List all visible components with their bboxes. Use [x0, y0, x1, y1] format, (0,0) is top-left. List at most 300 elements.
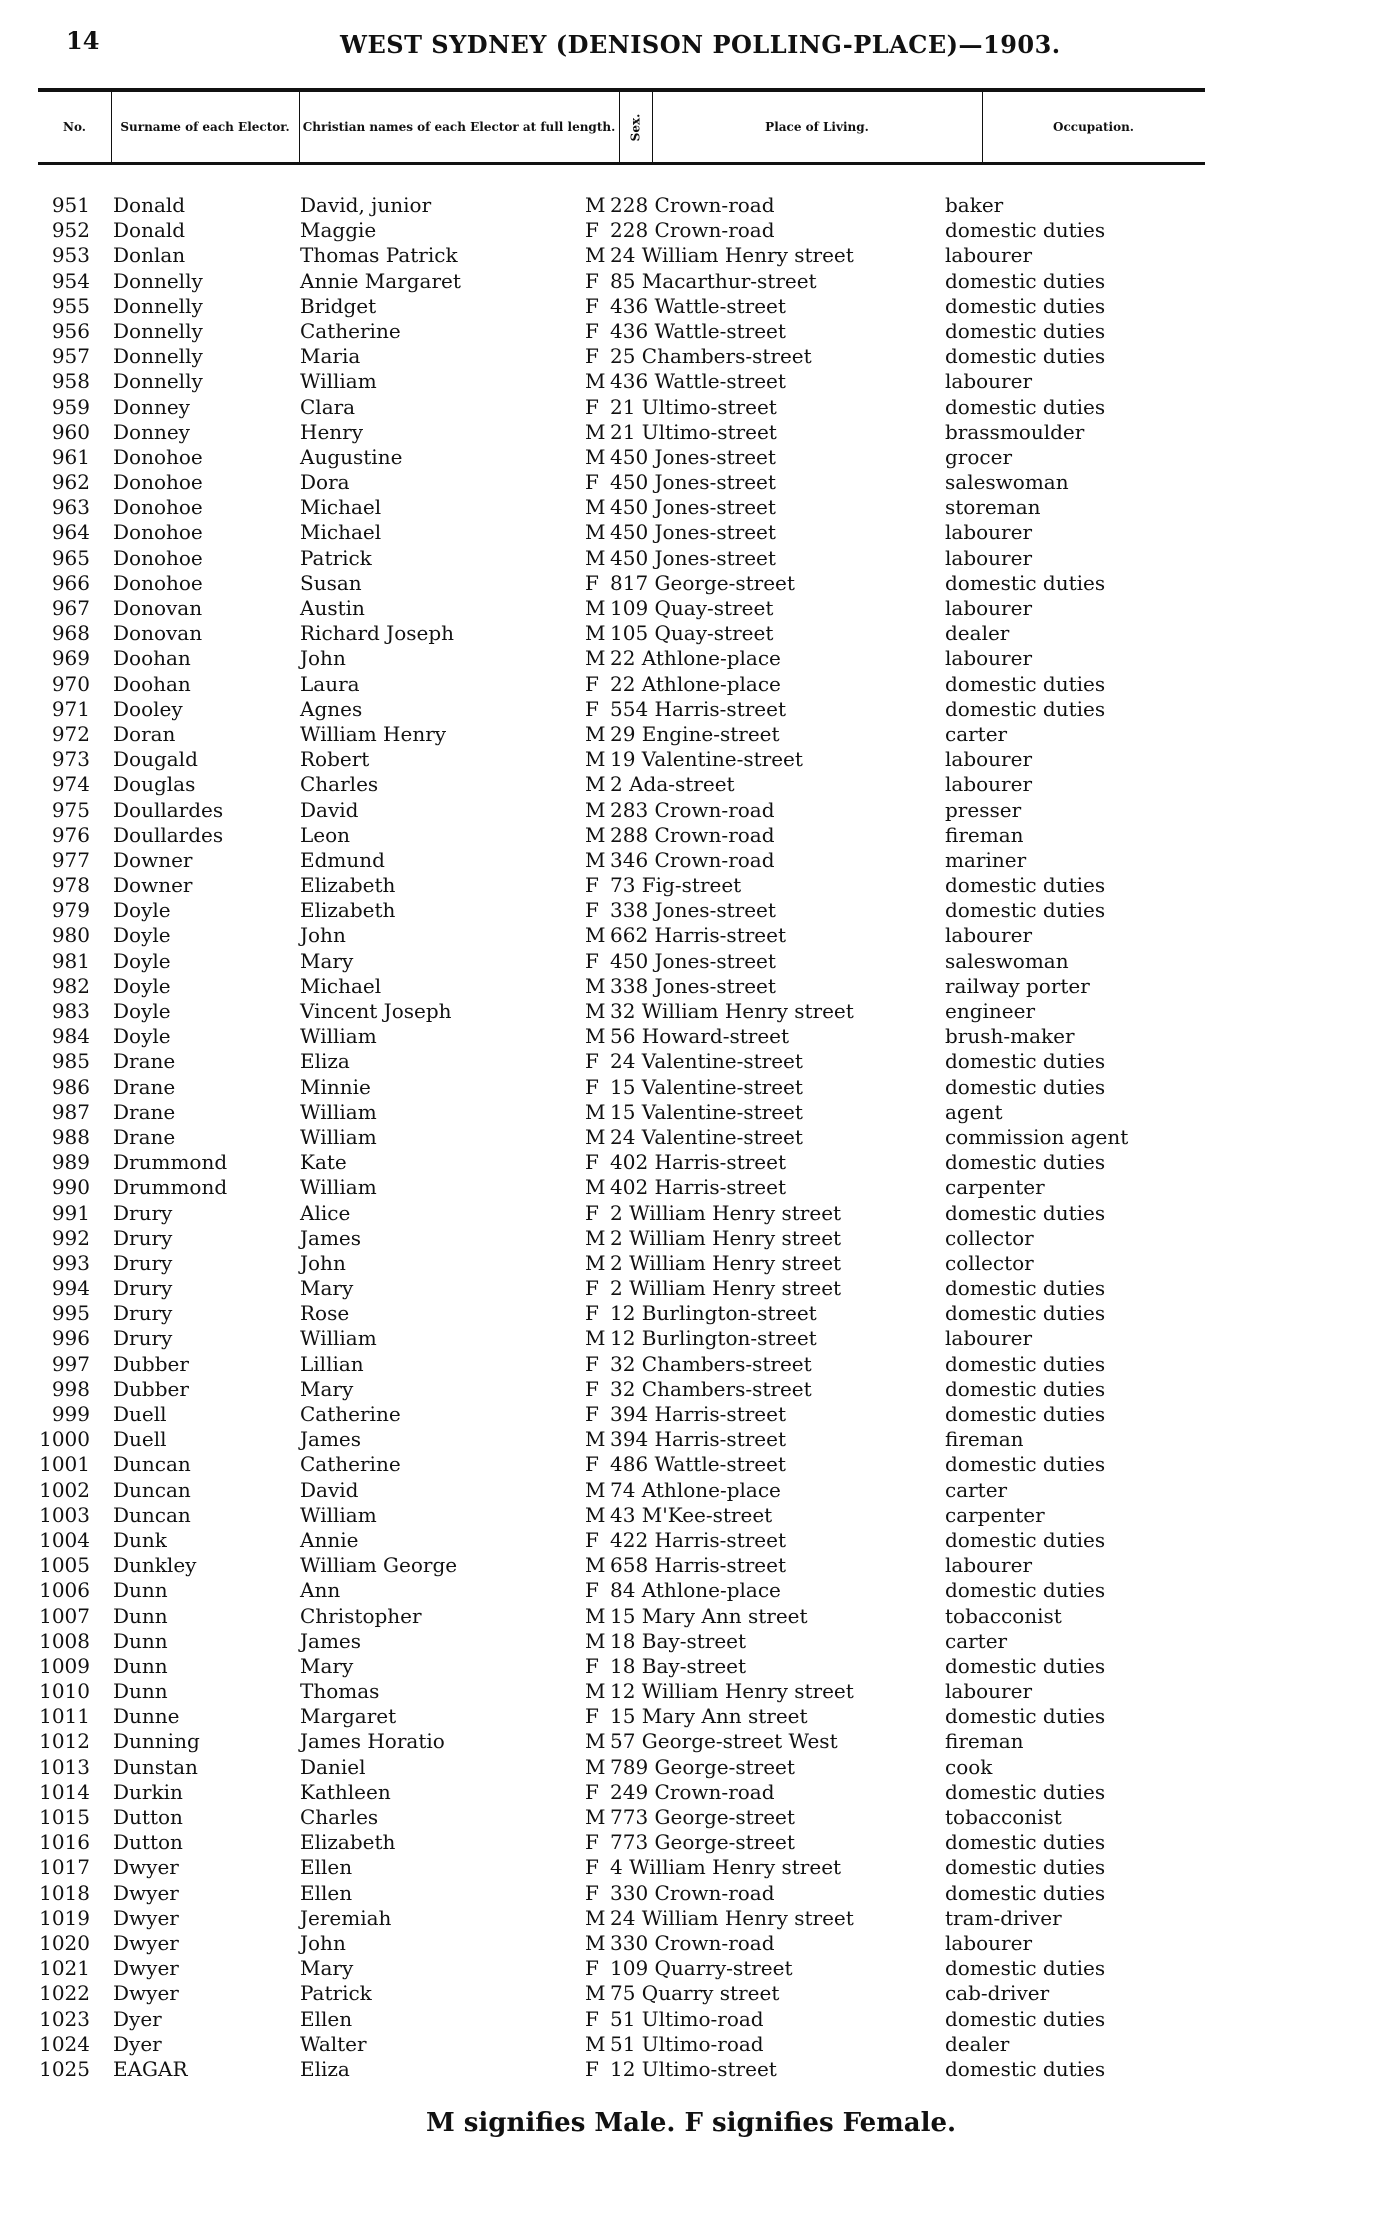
- elector-christian-names: Annie: [300, 1527, 359, 1552]
- elector-surname: Drummond: [113, 1150, 228, 1175]
- elector-occupation: domestic duties: [945, 1779, 1106, 1804]
- elector-surname: Doyle: [113, 999, 171, 1023]
- elector-sex: F: [585, 2056, 599, 2081]
- elector-sex: F: [585, 1376, 599, 1401]
- elector-place-of-living: 450 Jones-street: [610, 444, 776, 469]
- elector-number: 978: [51, 873, 90, 898]
- elector-christian-names: Eliza: [300, 1049, 350, 1074]
- elector-sex: F: [585, 1200, 599, 1225]
- elector-occupation: domestic duties: [945, 696, 1106, 721]
- elector-sex: F: [585, 1074, 599, 1099]
- column-header-sex: Sex.: [619, 92, 653, 162]
- elector-number: 1011: [39, 1704, 90, 1729]
- elector-place-of-living: 2 William Henry street: [610, 1276, 842, 1301]
- elector-place-of-living: 19 Valentine-street: [610, 747, 803, 772]
- elector-christian-names: James: [300, 1628, 362, 1653]
- table-row: [0, 2007, 1382, 2032]
- elector-sex: F: [585, 1578, 599, 1603]
- elector-sex: F: [585, 344, 599, 369]
- elector-surname: Doyle: [113, 948, 171, 973]
- table-row: [0, 395, 1382, 420]
- elector-number: 989: [51, 1150, 90, 1175]
- elector-occupation: domestic duties: [945, 1150, 1106, 1175]
- elector-number: 997: [51, 1351, 90, 1376]
- elector-christian-names: Mary: [300, 1653, 354, 1678]
- elector-number: 1024: [39, 2031, 90, 2056]
- elector-occupation: tram-driver: [945, 1905, 1062, 1930]
- column-header-occupation: Occupation.: [1053, 119, 1134, 134]
- elector-surname: Dunn: [113, 1679, 168, 1704]
- elector-place-of-living: 12 Ultimo-street: [610, 2056, 777, 2081]
- elector-number: 977: [51, 847, 90, 872]
- table-row: [0, 470, 1382, 495]
- elector-place-of-living: 346 Crown-road: [610, 847, 775, 872]
- elector-surname: Drury: [113, 1301, 173, 1326]
- elector-number: 986: [51, 1074, 90, 1099]
- elector-christian-names: James: [300, 1427, 362, 1452]
- elector-surname: Dwyer: [113, 1956, 179, 1981]
- elector-number: 962: [51, 470, 90, 495]
- elector-place-of-living: 658 Harris-street: [610, 1553, 787, 1578]
- elector-number: 1010: [39, 1679, 90, 1704]
- elector-christian-names: Patrick: [300, 1981, 372, 2006]
- elector-occupation: collector: [945, 1250, 1034, 1275]
- elector-occupation: baker: [945, 193, 1004, 217]
- elector-sex: F: [585, 1049, 599, 1074]
- elector-surname: Doohan: [113, 646, 191, 671]
- elector-sex: F: [585, 470, 599, 495]
- elector-number: 992: [51, 1225, 90, 1250]
- elector-place-of-living: 12 Burlington-street: [610, 1301, 817, 1326]
- elector-occupation: domestic duties: [945, 570, 1106, 595]
- elector-place-of-living: 394 Harris-street: [610, 1402, 787, 1426]
- table-row: [0, 823, 1382, 848]
- elector-sex: M: [585, 747, 606, 772]
- elector-number: 994: [51, 1276, 90, 1301]
- table-row: [0, 1855, 1382, 1880]
- elector-christian-names: Kate: [300, 1150, 347, 1175]
- elector-number: 1001: [39, 1452, 90, 1477]
- elector-place-of-living: 15 Valentine-street: [610, 1099, 803, 1124]
- elector-surname: Drury: [113, 1200, 173, 1225]
- elector-surname: Dwyer: [113, 1905, 179, 1930]
- elector-occupation: domestic duties: [945, 1200, 1106, 1225]
- elector-sex: F: [585, 948, 599, 973]
- column-header-place-of-living: Place of Living.: [652, 92, 983, 162]
- elector-place-of-living: 75 Quarry street: [610, 1981, 780, 2006]
- elector-number: 990: [51, 1175, 90, 1200]
- elector-christian-names: Charles: [300, 772, 379, 797]
- elector-place-of-living: 29 Engine-street: [610, 721, 780, 746]
- elector-christian-names: John: [300, 646, 346, 671]
- elector-place-of-living: 12 William Henry street: [610, 1679, 854, 1704]
- elector-number: 961: [51, 444, 90, 469]
- table-row: [0, 949, 1382, 974]
- elector-place-of-living: 15 Mary Ann street: [610, 1704, 808, 1729]
- elector-occupation: domestic duties: [945, 2006, 1106, 2031]
- elector-christian-names: Charles: [300, 1805, 379, 1829]
- table-row: [0, 1075, 1382, 1100]
- elector-number: 971: [51, 696, 90, 721]
- table-row: [0, 697, 1382, 722]
- elector-place-of-living: 283 Crown-road: [610, 797, 775, 822]
- elector-sex: F: [585, 570, 599, 595]
- elector-occupation: domestic duties: [945, 318, 1106, 343]
- elector-occupation: domestic duties: [945, 1074, 1106, 1099]
- elector-occupation: domestic duties: [945, 1527, 1106, 1552]
- elector-sex: M: [585, 1805, 606, 1829]
- elector-sex: M: [585, 1628, 606, 1653]
- elector-sex: F: [585, 394, 599, 419]
- elector-occupation: domestic duties: [945, 394, 1106, 419]
- elector-christian-names: Alice: [300, 1200, 351, 1225]
- table-row: [0, 193, 1382, 218]
- elector-sex: F: [585, 898, 599, 923]
- elector-surname: Dunne: [113, 1704, 180, 1729]
- elector-christian-names: Dora: [300, 470, 350, 495]
- elector-occupation: labourer: [945, 923, 1033, 948]
- elector-place-of-living: 24 William Henry street: [610, 1905, 854, 1930]
- elector-surname: Donovan: [113, 621, 203, 646]
- elector-number: 981: [51, 948, 90, 973]
- table-row: [0, 1528, 1382, 1553]
- elector-christian-names: Clara: [300, 394, 356, 419]
- elector-occupation: domestic duties: [945, 1351, 1106, 1376]
- elector-number: 1009: [39, 1653, 90, 1678]
- elector-place-of-living: 338 Jones-street: [610, 898, 776, 923]
- elector-sex: F: [585, 293, 599, 318]
- elector-occupation: domestic duties: [945, 1452, 1106, 1477]
- elector-occupation: labourer: [945, 520, 1033, 545]
- elector-occupation: labourer: [945, 596, 1033, 620]
- elector-number: 1002: [39, 1477, 90, 1502]
- elector-occupation: dealer: [945, 2031, 1010, 2056]
- elector-place-of-living: 43 M'Kee-street: [610, 1502, 773, 1527]
- elector-surname: Dooley: [113, 696, 183, 721]
- elector-place-of-living: 22 Athlone-place: [610, 671, 781, 696]
- elector-place-of-living: 15 Valentine-street: [610, 1074, 803, 1099]
- elector-occupation: domestic duties: [945, 1880, 1106, 1905]
- page-number: 14: [66, 26, 100, 55]
- elector-occupation: domestic duties: [945, 218, 1106, 243]
- elector-christian-names: Lillian: [300, 1351, 364, 1376]
- elector-sex: M: [585, 419, 606, 444]
- table-row: [0, 1427, 1382, 1452]
- elector-surname: Dunning: [113, 1729, 200, 1754]
- elector-sex: M: [585, 721, 606, 746]
- elector-christian-names: Jeremiah: [300, 1905, 392, 1930]
- table-row: [0, 1276, 1382, 1301]
- elector-surname: Dubber: [113, 1376, 189, 1401]
- elector-surname: Dunn: [113, 1578, 168, 1603]
- elector-christian-names: Susan: [300, 570, 362, 595]
- elector-number: 999: [51, 1402, 90, 1426]
- table-row: [0, 772, 1382, 797]
- elector-surname: Drane: [113, 1049, 176, 1074]
- elector-number: 969: [51, 646, 90, 671]
- elector-place-of-living: 330 Crown-road: [610, 1880, 775, 1905]
- elector-number: 993: [51, 1250, 90, 1275]
- elector-sex: M: [585, 495, 606, 520]
- table-row: [0, 1553, 1382, 1578]
- elector-number: 1014: [39, 1779, 90, 1804]
- elector-christian-names: Mary: [300, 948, 354, 973]
- elector-christian-names: Catherine: [300, 1452, 401, 1477]
- elector-number: 964: [51, 520, 90, 545]
- elector-place-of-living: 330 Crown-road: [610, 1930, 775, 1955]
- elector-surname: Duell: [113, 1402, 167, 1426]
- elector-place-of-living: 450 Jones-street: [610, 495, 776, 520]
- elector-sex: F: [585, 1830, 599, 1855]
- elector-place-of-living: 228 Crown-road: [610, 193, 775, 217]
- elector-sex: F: [585, 1402, 599, 1426]
- elector-place-of-living: 436 Wattle-street: [610, 293, 786, 318]
- elector-number: 952: [51, 218, 90, 243]
- elector-number: 1022: [39, 1981, 90, 2006]
- elector-christian-names: Laura: [300, 671, 360, 696]
- elector-occupation: domestic duties: [945, 2056, 1106, 2081]
- elector-number: 982: [51, 973, 90, 998]
- elector-surname: Dyer: [113, 2031, 162, 2056]
- elector-number: 951: [51, 193, 90, 217]
- elector-surname: Dunkley: [113, 1553, 197, 1578]
- elector-occupation: cab-driver: [945, 1981, 1050, 2006]
- column-header-no: No.: [38, 92, 112, 162]
- elector-number: 1008: [39, 1628, 90, 1653]
- elector-surname: Donohoe: [113, 470, 203, 495]
- elector-christian-names: David: [300, 797, 359, 822]
- elector-number: 974: [51, 772, 90, 797]
- elector-number: 1013: [39, 1754, 90, 1779]
- elector-sex: M: [585, 1326, 606, 1351]
- elector-number: 1025: [39, 2056, 90, 2081]
- table-row: [0, 243, 1382, 268]
- elector-occupation: domestic duties: [945, 1653, 1106, 1678]
- table-row: [0, 1301, 1382, 1326]
- elector-number: 987: [51, 1099, 90, 1124]
- elector-surname: Dwyer: [113, 1930, 179, 1955]
- elector-sex: M: [585, 1250, 606, 1275]
- elector-sex: M: [585, 243, 606, 268]
- elector-surname: Drury: [113, 1276, 173, 1301]
- elector-surname: Douglas: [113, 772, 196, 797]
- elector-occupation: domestic duties: [945, 1402, 1106, 1426]
- elector-number: 988: [51, 1124, 90, 1149]
- elector-place-of-living: 662 Harris-street: [610, 923, 787, 948]
- elector-occupation: domestic duties: [945, 898, 1106, 923]
- table-row: [0, 672, 1382, 697]
- elector-surname: Drury: [113, 1225, 173, 1250]
- elector-christian-names: William: [300, 1175, 377, 1200]
- elector-occupation: domestic duties: [945, 1376, 1106, 1401]
- elector-place-of-living: 24 Valentine-street: [610, 1049, 803, 1074]
- elector-number: 958: [51, 369, 90, 394]
- elector-christian-names: Vincent Joseph: [300, 999, 452, 1023]
- elector-christian-names: Walter: [300, 2031, 367, 2056]
- elector-sex: M: [585, 369, 606, 394]
- elector-number: 953: [51, 243, 90, 268]
- elector-christian-names: John: [300, 1250, 346, 1275]
- elector-place-of-living: 24 Valentine-street: [610, 1124, 803, 1149]
- elector-surname: Drury: [113, 1326, 173, 1351]
- elector-number: 955: [51, 293, 90, 318]
- table-row: [0, 1503, 1382, 1528]
- elector-occupation: domestic duties: [945, 1830, 1106, 1855]
- elector-surname: Donney: [113, 419, 190, 444]
- elector-christian-names: Ellen: [300, 1880, 353, 1905]
- elector-place-of-living: 21 Ultimo-street: [610, 394, 777, 419]
- elector-christian-names: Ellen: [300, 1855, 353, 1880]
- elector-christian-names: Thomas Patrick: [300, 243, 458, 268]
- elector-place-of-living: 57 George-street West: [610, 1729, 838, 1754]
- elector-number: 1012: [39, 1729, 90, 1754]
- table-row: [0, 1931, 1382, 1956]
- elector-christian-names: Richard Joseph: [300, 621, 455, 646]
- table-row: [0, 1352, 1382, 1377]
- elector-surname: Duncan: [113, 1452, 191, 1477]
- table-row: [0, 2032, 1382, 2057]
- elector-christian-names: Margaret: [300, 1704, 397, 1729]
- table-row: [0, 1906, 1382, 1931]
- elector-list: [0, 193, 1382, 2082]
- elector-christian-names: Minnie: [300, 1074, 371, 1099]
- table-row: [0, 722, 1382, 747]
- elector-sex: F: [585, 1956, 599, 1981]
- elector-number: 963: [51, 495, 90, 520]
- elector-place-of-living: 450 Jones-street: [610, 520, 776, 545]
- elector-occupation: domestic duties: [945, 1704, 1106, 1729]
- elector-sex: M: [585, 1729, 606, 1754]
- elector-surname: Donnelly: [113, 369, 203, 394]
- elector-christian-names: William George: [300, 1553, 458, 1578]
- elector-christian-names: William Henry: [300, 721, 447, 746]
- table-row: [0, 1604, 1382, 1629]
- elector-christian-names: Eliza: [300, 2056, 350, 2081]
- table-row: [0, 218, 1382, 243]
- elector-place-of-living: 394 Harris-street: [610, 1427, 787, 1452]
- elector-number: 975: [51, 797, 90, 822]
- elector-number: 960: [51, 419, 90, 444]
- elector-sex: F: [585, 1452, 599, 1477]
- table-row: [0, 798, 1382, 823]
- elector-surname: Doyle: [113, 1024, 171, 1049]
- elector-surname: Doyle: [113, 973, 171, 998]
- elector-christian-names: Patrick: [300, 545, 372, 570]
- elector-surname: Dwyer: [113, 1855, 179, 1880]
- elector-place-of-living: 2 William Henry street: [610, 1200, 842, 1225]
- elector-place-of-living: 18 Bay-street: [610, 1653, 747, 1678]
- elector-number: 1018: [39, 1880, 90, 1905]
- elector-sex: M: [585, 1099, 606, 1124]
- elector-occupation: domestic duties: [945, 1049, 1106, 1074]
- elector-sex: F: [585, 1527, 599, 1552]
- elector-christian-names: Ann: [300, 1578, 341, 1603]
- elector-sex: F: [585, 1704, 599, 1729]
- elector-place-of-living: 12 Burlington-street: [610, 1326, 817, 1351]
- table-row: [0, 2057, 1382, 2082]
- elector-christian-names: Henry: [300, 419, 364, 444]
- elector-place-of-living: 288 Crown-road: [610, 822, 775, 847]
- elector-occupation: domestic duties: [945, 671, 1106, 696]
- column-header-surname: Surname of each Elector.: [111, 92, 300, 162]
- table-row: [0, 646, 1382, 671]
- elector-surname: Donney: [113, 394, 190, 419]
- elector-sex: M: [585, 973, 606, 998]
- elector-christian-names: William: [300, 1326, 377, 1351]
- elector-number: 1015: [39, 1805, 90, 1829]
- elector-occupation: domestic duties: [945, 1276, 1106, 1301]
- table-row: [0, 873, 1382, 898]
- elector-christian-names: Bridget: [300, 293, 377, 318]
- elector-occupation: tobacconist: [945, 1805, 1062, 1829]
- elector-christian-names: Michael: [300, 973, 382, 998]
- elector-number: 1003: [39, 1502, 90, 1527]
- elector-surname: Duncan: [113, 1477, 191, 1502]
- elector-surname: Dyer: [113, 2006, 162, 2031]
- elector-number: 984: [51, 1024, 90, 1049]
- elector-sex: M: [585, 1603, 606, 1628]
- elector-number: 1005: [39, 1553, 90, 1578]
- elector-number: 1020: [39, 1930, 90, 1955]
- elector-sex: F: [585, 218, 599, 243]
- elector-number: 995: [51, 1301, 90, 1326]
- elector-sex: M: [585, 1502, 606, 1527]
- elector-christian-names: James Horatio: [300, 1729, 445, 1754]
- elector-occupation: railway porter: [945, 973, 1090, 998]
- elector-christian-names: William: [300, 369, 377, 394]
- table-row: [0, 571, 1382, 596]
- elector-sex: M: [585, 847, 606, 872]
- elector-place-of-living: 32 William Henry street: [610, 999, 854, 1023]
- elector-christian-names: Edmund: [300, 847, 385, 872]
- elector-sex: M: [585, 596, 606, 620]
- elector-sex: F: [585, 1276, 599, 1301]
- elector-christian-names: Catherine: [300, 318, 401, 343]
- elector-place-of-living: 109 Quarry-street: [610, 1956, 793, 1981]
- elector-occupation: agent: [945, 1099, 1003, 1124]
- table-row: [0, 1226, 1382, 1251]
- elector-number: 1019: [39, 1905, 90, 1930]
- elector-christian-names: Mary: [300, 1376, 354, 1401]
- elector-christian-names: Michael: [300, 520, 382, 545]
- elector-sex: F: [585, 1653, 599, 1678]
- table-row: [0, 848, 1382, 873]
- elector-surname: Drane: [113, 1074, 176, 1099]
- table-row: [0, 1024, 1382, 1049]
- elector-place-of-living: 2 William Henry street: [610, 1250, 842, 1275]
- elector-place-of-living: 56 Howard-street: [610, 1024, 790, 1049]
- elector-occupation: saleswoman: [945, 948, 1069, 973]
- table-row: [0, 1377, 1382, 1402]
- elector-occupation: domestic duties: [945, 344, 1106, 369]
- elector-sex: M: [585, 1679, 606, 1704]
- elector-surname: Dunn: [113, 1603, 168, 1628]
- elector-occupation: tobacconist: [945, 1603, 1062, 1628]
- table-row: [0, 1830, 1382, 1855]
- elector-christian-names: Catherine: [300, 1402, 401, 1426]
- elector-sex: M: [585, 520, 606, 545]
- elector-number: 1006: [39, 1578, 90, 1603]
- elector-sex: F: [585, 1150, 599, 1175]
- elector-sex: F: [585, 268, 599, 293]
- elector-christian-names: Robert: [300, 747, 370, 772]
- elector-surname: Doullardes: [113, 822, 224, 847]
- elector-surname: Donohoe: [113, 545, 203, 570]
- elector-occupation: domestic duties: [945, 1956, 1106, 1981]
- table-row: [0, 294, 1382, 319]
- elector-sex: M: [585, 1905, 606, 1930]
- elector-occupation: grocer: [945, 444, 1013, 469]
